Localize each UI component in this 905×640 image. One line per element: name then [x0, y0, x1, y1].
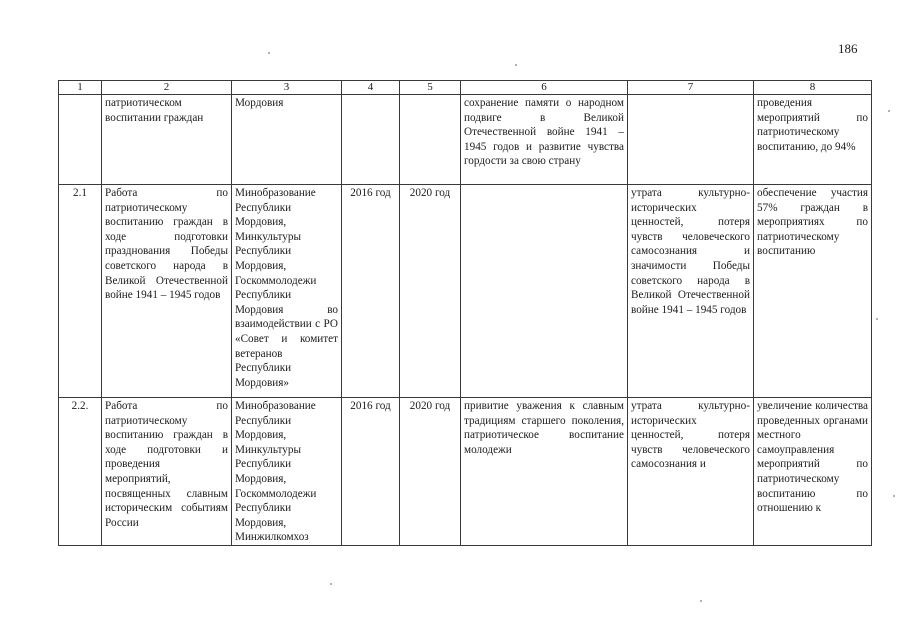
measure-name: патриотическом воспитании граждан	[102, 95, 232, 185]
consequences	[628, 95, 754, 185]
start-year	[342, 95, 400, 185]
scan-speck	[876, 318, 878, 320]
scan-speck	[515, 64, 517, 66]
scan-speck	[330, 583, 332, 585]
table-row	[59, 398, 872, 546]
measure-name: Работа по патриотическому воспитанию граждан в ходе подготовки празднования Победы советского народа в Великой Отечественной войне 1941 – 1945 годов	[102, 185, 232, 398]
column-number-4: 4	[342, 81, 400, 95]
scan-speck	[893, 495, 895, 497]
row-number: 2.1	[59, 185, 102, 398]
table-row	[59, 185, 872, 398]
column-number-7: 7	[628, 81, 754, 95]
indicators: увеличение количества проведенных органами местного самоуправления мероприятий по патриотическому воспитанию по отношению к	[754, 398, 872, 546]
executors: Минобразование Республики Мордовия, Минкультуры Республики Мордовия, Госкоммолодежи Республики Мордовия, Минжилкомхоз	[232, 398, 342, 546]
column-number-1: 1	[59, 81, 102, 95]
expected-result: привитие уважения к славным традициям старшего поколения, патриотическое воспитание молодежи	[461, 398, 628, 546]
consequences: утрата культурно-исторических ценностей, потеря чувств человеческого самосознания и значимости Победы советского народа в Великой Отечественной войне 1941 – 1945 годов	[628, 185, 754, 398]
scan-speck	[700, 600, 702, 602]
column-number-6: 6	[461, 81, 628, 95]
column-number-3: 3	[232, 81, 342, 95]
consequences: утрата культурно-исторических ценностей, потеря чувств человеческого самосознания и	[628, 398, 754, 546]
row-number	[59, 95, 102, 185]
start-year: 2016 год	[342, 185, 400, 398]
executors: Мордовия	[232, 95, 342, 185]
page-number: 186	[838, 41, 858, 56]
end-year: 2020 год	[400, 185, 461, 398]
expected-result	[461, 185, 628, 398]
table-row	[59, 95, 872, 185]
expected-result: сохранение памяти о народном подвиге в Великой Отечественной войне 1941 – 1945 годов и развитие чувства гордости за свою страну	[461, 95, 628, 185]
measures-table	[58, 80, 872, 546]
indicators: обеспечение участия 57% граждан в мероприятиях по патриотическому воспитанию	[754, 185, 872, 398]
indicators: проведения мероприятий по патриотическому воспитанию, до 94%	[754, 95, 872, 185]
end-year: 2020 год	[400, 398, 461, 546]
scan-speck	[268, 52, 270, 54]
executors: Минобразование Республики Мордовия, Минкультуры Республики Мордовия, Госкоммолодежи Республики Мордовия во взаимодействии с РО «Совет и комитет ветеранов Республики Мордовия»	[232, 185, 342, 398]
header-row	[59, 81, 872, 95]
end-year	[400, 95, 461, 185]
row-number: 2.2.	[59, 398, 102, 546]
measure-name: Работа по патриотическому воспитанию граждан в ходе подготовки и проведения мероприятий, посвященных славным историческим событиям России	[102, 398, 232, 546]
column-number-5: 5	[400, 81, 461, 95]
column-number-8: 8	[754, 81, 872, 95]
start-year: 2016 год	[342, 398, 400, 546]
column-number-2: 2	[102, 81, 232, 95]
scan-speck	[888, 110, 890, 112]
